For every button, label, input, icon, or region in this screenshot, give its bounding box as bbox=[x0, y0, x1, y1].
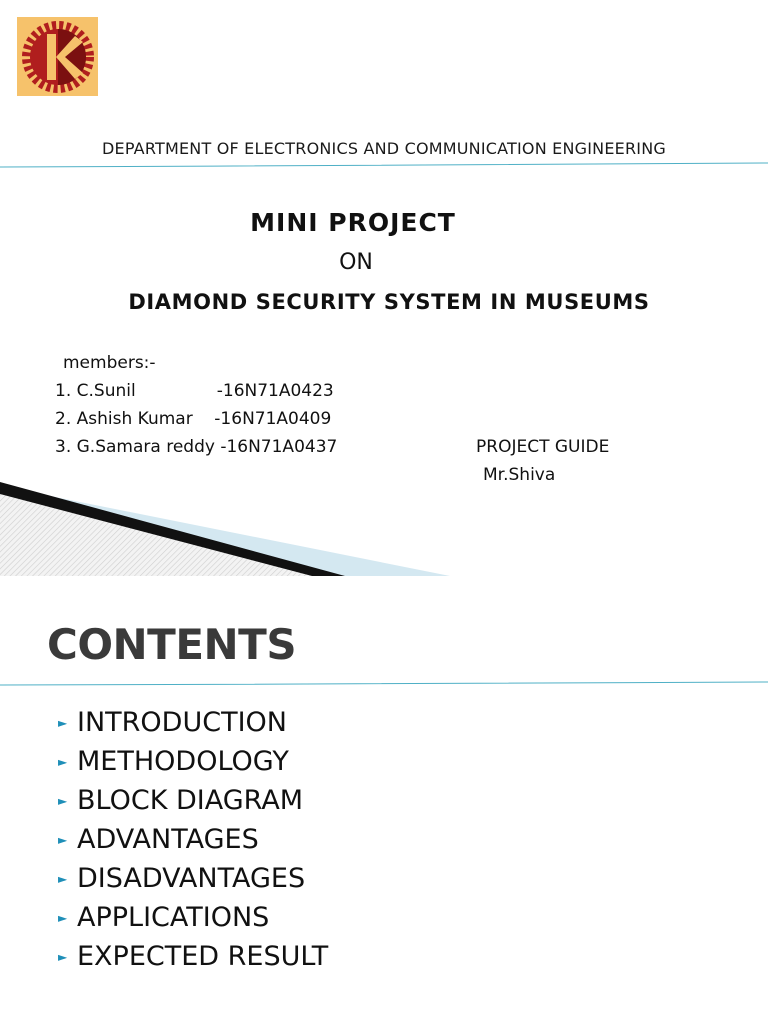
guide-label: PROJECT GUIDE bbox=[476, 437, 610, 457]
contents-heading: CONTENTS bbox=[47, 620, 297, 669]
contents-slide bbox=[0, 576, 768, 1024]
triangle-bullet-icon: ► bbox=[58, 911, 68, 925]
triangle-bullet-icon: ► bbox=[58, 950, 68, 964]
triangle-bullet-icon: ► bbox=[58, 755, 68, 769]
member-item: 1. C.Sunil -16N71A0423 bbox=[55, 381, 334, 401]
project-type-heading: MINI PROJECT bbox=[250, 208, 456, 237]
list-item: ► INTRODUCTION bbox=[58, 703, 328, 742]
contents-list bbox=[58, 703, 328, 976]
list-item: ► DISADVANTAGES bbox=[58, 859, 328, 898]
connector-text: ON bbox=[339, 250, 373, 275]
divider-line bbox=[0, 162, 768, 168]
decorative-swoosh bbox=[0, 478, 768, 576]
department-name: DEPARTMENT OF ELECTRONICS AND COMMUNICATION ENGINEERING bbox=[102, 139, 666, 158]
list-item: ► APPLICATIONS bbox=[58, 898, 328, 937]
triangle-bullet-icon: ► bbox=[58, 794, 68, 808]
list-item: ► BLOCK DIAGRAM bbox=[58, 781, 328, 820]
guide-name: Mr.Shiva bbox=[483, 465, 556, 485]
triangle-bullet-icon: ► bbox=[58, 716, 68, 730]
project-title: DIAMOND SECURITY SYSTEM IN MUSEUMS bbox=[128, 290, 650, 314]
divider-line bbox=[0, 680, 768, 686]
member-item: 3. G.Samara reddy -16N71A0437 bbox=[55, 437, 338, 457]
list-item: ► ADVANTAGES bbox=[58, 820, 328, 859]
members-list bbox=[55, 349, 337, 461]
member-item: 2. Ashish Kumar -16N71A0409 bbox=[55, 409, 332, 429]
list-item: ► EXPECTED RESULT bbox=[58, 937, 328, 976]
members-label: members:- bbox=[63, 353, 156, 373]
triangle-bullet-icon: ► bbox=[58, 833, 68, 847]
list-item: ► METHODOLOGY bbox=[58, 742, 328, 781]
college-logo-icon bbox=[17, 17, 98, 96]
triangle-bullet-icon: ► bbox=[58, 872, 68, 886]
